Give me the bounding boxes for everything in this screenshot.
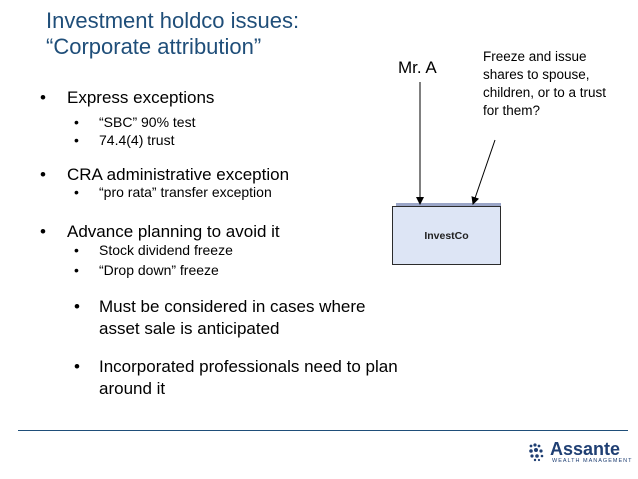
bullet-label: CRA administrative exception [67,165,290,184]
bullet-dot: • [40,165,46,184]
sub-bullet-line-2: asset sale is anticipated [99,319,280,338]
assante-logo [528,439,633,466]
arrow-note-to-company [473,140,495,204]
bullet-dot: • [74,114,79,130]
bullet-dot: • [74,297,80,316]
person-label: Mr. A [398,58,437,77]
logo-name: Assante [550,439,621,459]
assante-globe-icon [528,442,546,462]
title-line-2: “Corporate attribution” [46,34,262,59]
bullet-label: Express exceptions [67,88,215,107]
sub-bullet-professionals [74,356,398,400]
sub-bullet-label: “SBC” 90% test [99,114,196,130]
sub-bullet-line-1: Incorporated professionals need to plan [99,357,398,376]
title-line-1: Investment holdco issues: [46,8,300,33]
company-label: InvestCo [424,229,469,242]
sub-bullet-stock-dividend [74,242,233,259]
footer-rule [18,430,628,431]
sub-bullet-line-2: around it [99,379,166,398]
freeze-note: Freeze and issue shares to spouse, children, or to a trust for them? [483,49,607,118]
bullet-dot: • [74,132,79,148]
bullet-dot: • [74,184,79,200]
sub-bullet-drop-down [74,262,219,279]
bullet-dot: • [40,88,46,107]
sub-bullet-label: 74.4(4) trust [99,132,175,148]
bullet-cra-exception [40,165,290,185]
slide-title [46,8,299,60]
sub-bullet-line-1: Must be considered in cases where [99,297,366,316]
bullet-advance-planning [40,222,280,242]
bullet-dot: • [74,262,79,278]
sub-bullet-label: “pro rata” transfer exception [99,184,272,200]
bullet-dot: • [74,242,79,258]
sub-bullet-pro-rata [74,184,272,201]
sub-bullet-sbc-test [74,114,196,131]
bullet-express-exceptions [40,88,215,108]
sub-bullet-asset-sale [74,296,366,340]
bullet-dot: • [40,222,46,241]
sub-bullet-label: “Drop down” freeze [99,262,219,278]
sub-bullet-label: Stock dividend freeze [99,242,233,258]
logo-tagline: WEALTH MANAGEMENT [552,458,633,464]
sub-bullet-trust [74,132,175,149]
bullet-dot: • [74,357,80,376]
company-box [392,206,501,265]
bullet-label: Advance planning to avoid it [67,222,280,241]
